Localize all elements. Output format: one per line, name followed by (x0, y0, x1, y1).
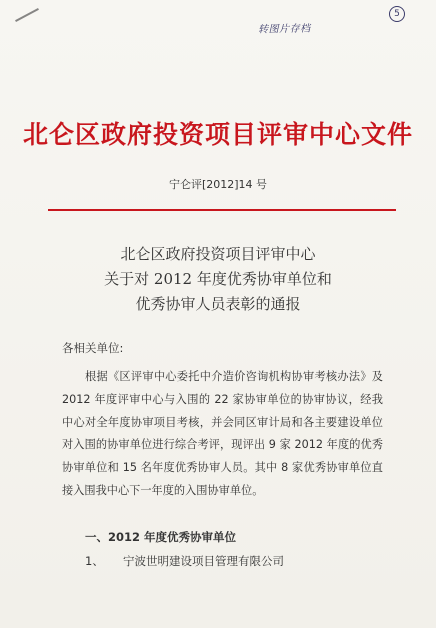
document-number: 宁仑评[2012]14 号 (168, 178, 268, 191)
salutation: 各相关单位: (62, 341, 124, 355)
subject-line-1: 北仑区政府投资项目评审中心 (120, 245, 316, 263)
handwritten-note: 转图片存档 (257, 23, 311, 36)
document-header-title: 北仑区政府投资项目评审中心文件 (22, 120, 413, 149)
subject-line-2: 关于对 2012 年度优秀协审单位和 (104, 270, 332, 288)
list-item-name: 宁波世明建设项目管理有限公司 (123, 554, 284, 568)
pen-mark (15, 8, 39, 22)
page-number-circle: 5 (389, 6, 405, 22)
subject-line-3: 优秀协审人员表彰的通报 (135, 295, 301, 313)
list-item-number: 1、 (85, 554, 104, 568)
list-item (85, 553, 284, 569)
document-subject (0, 242, 436, 317)
red-divider-line (48, 209, 396, 211)
body-paragraph: 根据《区评审中心委托中介造价咨询机构协审考核办法》及 2012 年度评审中心与入围的 22 家协审单位的协审协议，经我中心对全年度协审项目考核，并会同区审计局和各主要建设单位对入围的协审单位进行综合考评，现评出 9 家 2012 年度的优秀协审单位和 15 名年度优秀协审人员。其中 8 家优秀协审单位直接入围我中心下一年度的入围协审单位。 (62, 370, 383, 497)
section-heading: 一、2012 年度优秀协审单位 (85, 530, 237, 544)
